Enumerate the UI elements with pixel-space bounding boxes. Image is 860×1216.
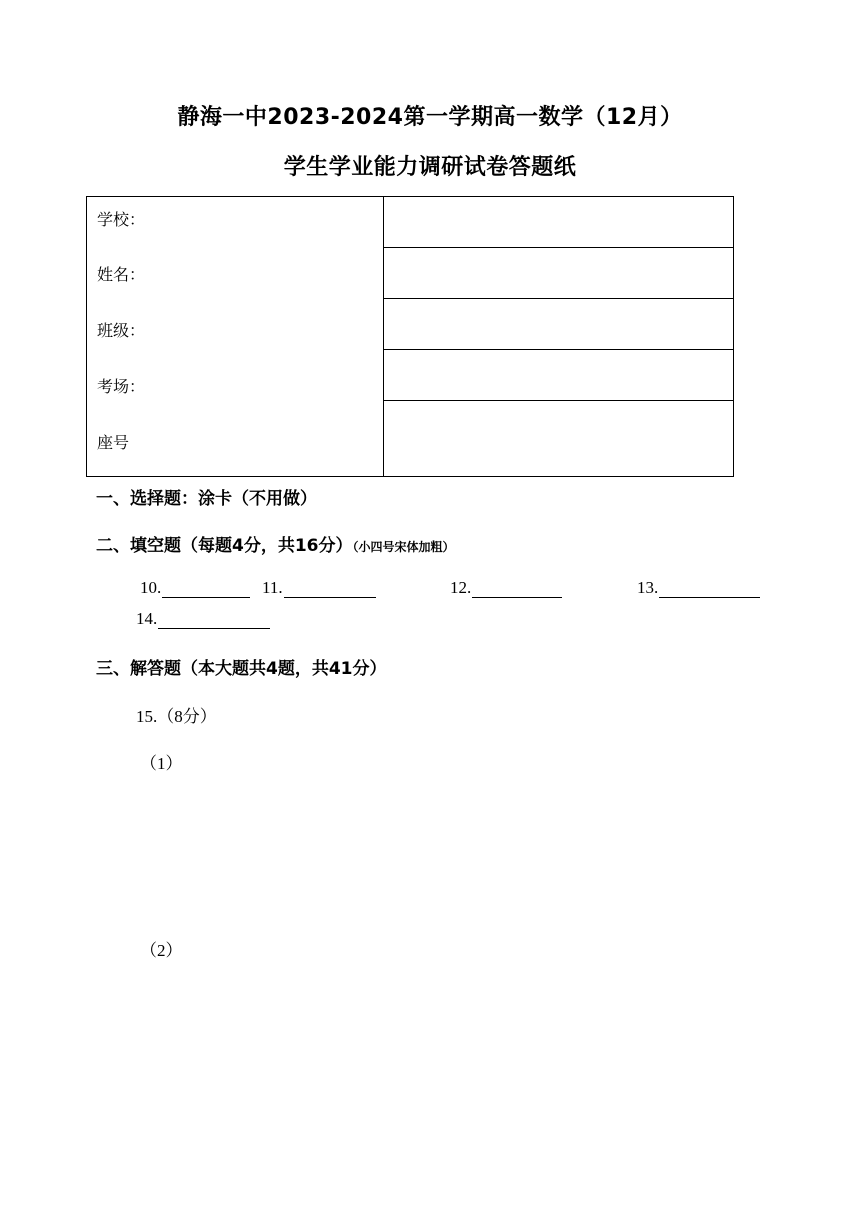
blank-10-line[interactable] xyxy=(162,579,250,598)
question-15-part-2: （2） xyxy=(140,941,183,960)
seat-number-field[interactable] xyxy=(384,401,734,477)
blank-13[interactable] xyxy=(637,578,760,598)
name-field[interactable] xyxy=(384,248,734,299)
question-15-heading: 15.（8分） xyxy=(136,707,217,726)
blank-11-line[interactable] xyxy=(284,579,376,598)
section-1-heading: 一、选择题：涂卡（不用做） xyxy=(96,489,317,509)
blank-11[interactable] xyxy=(262,578,376,598)
label-seat-number: 座号 xyxy=(97,433,130,452)
blank-14[interactable] xyxy=(136,609,270,629)
blank-12-label: 12. xyxy=(450,578,472,597)
blank-12[interactable] xyxy=(450,578,562,598)
blank-11-label: 11. xyxy=(262,578,283,597)
info-labels-cell xyxy=(87,197,384,477)
blank-14-label: 14. xyxy=(136,609,158,628)
school-field[interactable] xyxy=(384,197,734,248)
blank-10[interactable] xyxy=(140,578,250,598)
exam-room-field[interactable] xyxy=(384,350,734,401)
blank-13-line[interactable] xyxy=(659,579,760,598)
title-line-2: 学生学业能力调研试卷答题纸 xyxy=(283,155,577,180)
blank-10-label: 10. xyxy=(140,578,162,597)
question-15-part-1: （1） xyxy=(140,754,183,773)
section-2-heading xyxy=(96,531,455,556)
title-line-1: 静海一中2023-2024第一学期高一数学（12月） xyxy=(177,105,683,130)
label-name: 姓名： xyxy=(97,265,146,284)
blank-14-line[interactable] xyxy=(158,610,270,629)
class-field[interactable] xyxy=(384,299,734,350)
section-3-heading: 三、解答题（本大题共4题，共41分） xyxy=(96,659,387,679)
section-2-font-note: （小四号宋体加粗） xyxy=(352,540,455,554)
blank-12-line[interactable] xyxy=(472,579,562,598)
section-2-title: 二、填空题（每题4分，共16分） xyxy=(96,536,353,556)
label-exam-room: 考场： xyxy=(97,377,146,396)
blank-13-label: 13. xyxy=(637,578,659,597)
student-info-table xyxy=(86,196,734,477)
label-class: 班级： xyxy=(97,321,146,340)
label-school: 学校： xyxy=(97,210,146,229)
